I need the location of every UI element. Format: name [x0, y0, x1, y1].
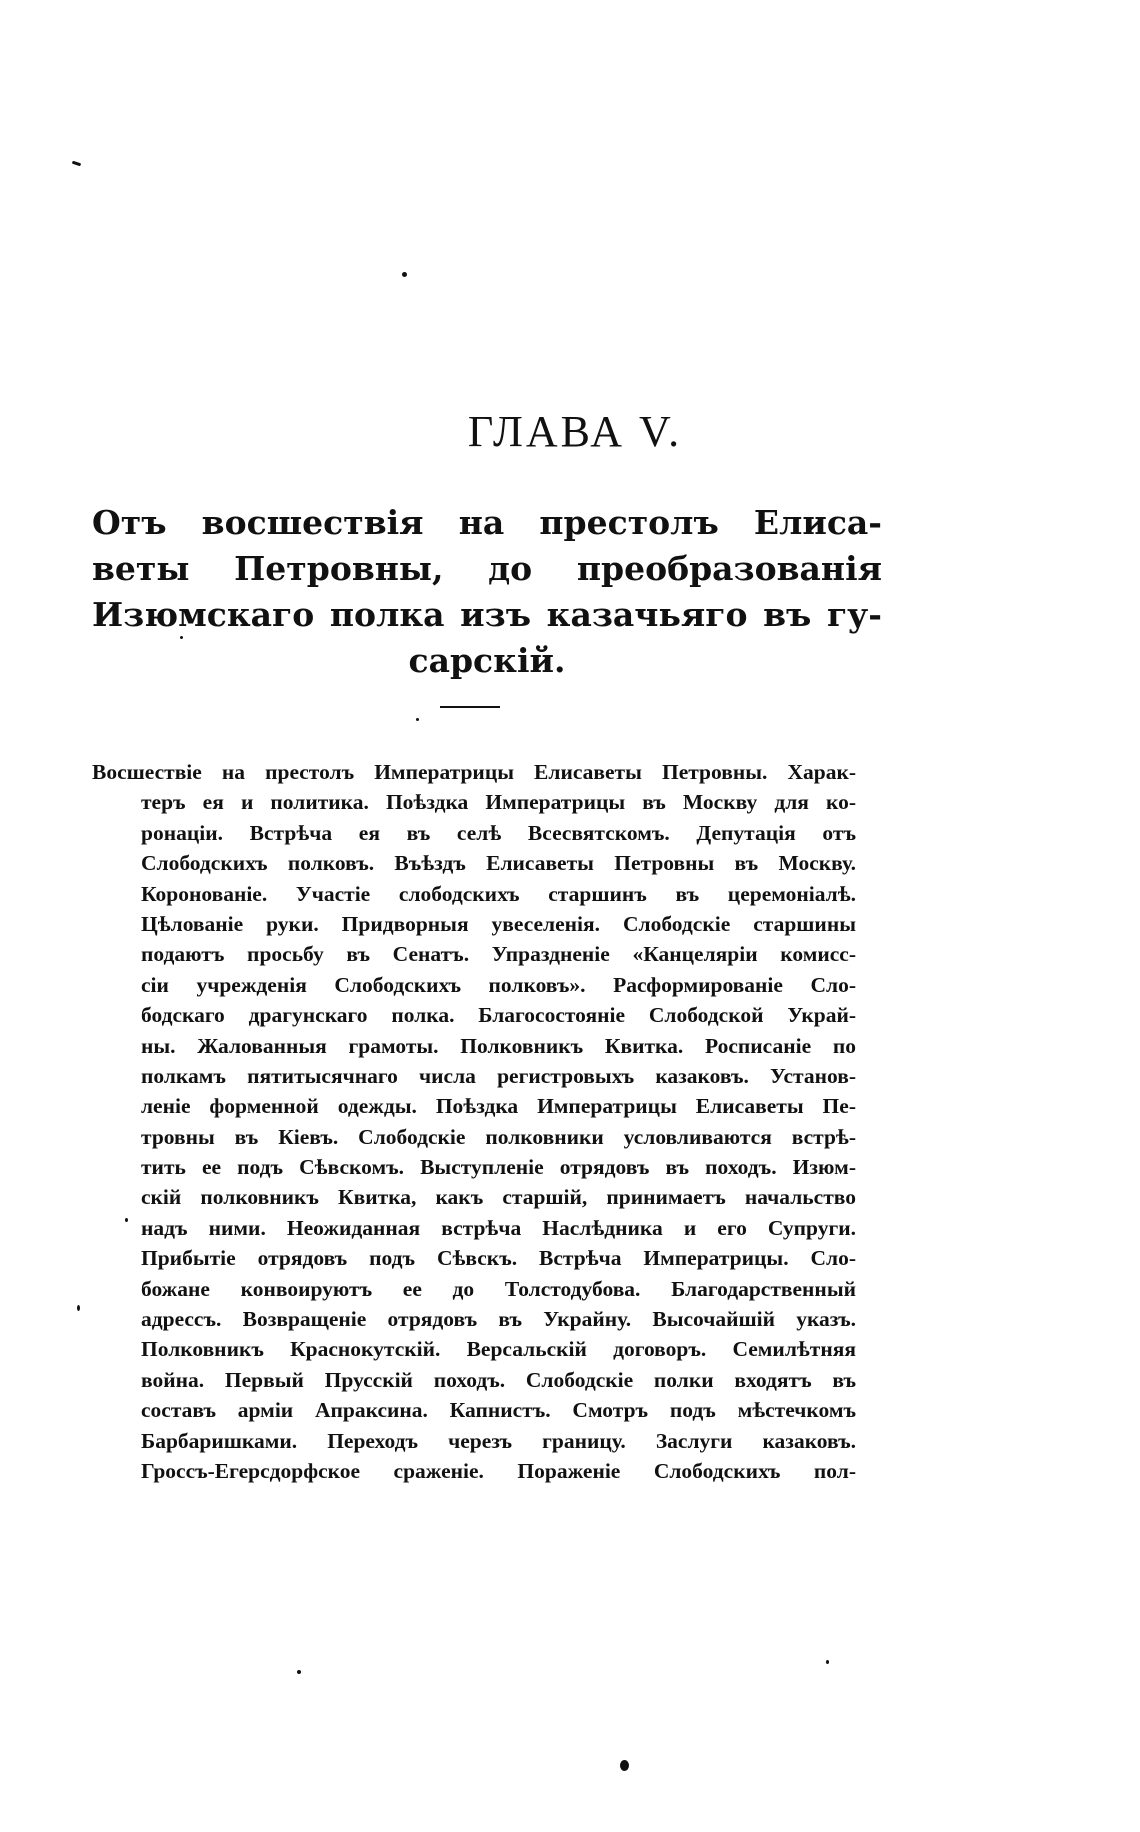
chapter-title-line: сарскій. — [408, 641, 566, 680]
scan-speck — [72, 161, 81, 167]
summary-line: тровны въ Кіевъ. Слободскіе полковники условливаются встрѣ- — [141, 1124, 856, 1149]
chapter-summary — [92, 757, 856, 1486]
summary-line: ронаціи. Встрѣча ея въ селѣ Всесвятскомъ. Депутація отъ — [141, 820, 856, 845]
summary-line: Полковникъ Краснокутскій. Версальскій договоръ. Семилѣтняя — [141, 1337, 856, 1362]
summary-line: адрессъ. Возвращеніе отрядовъ въ Украйну. Высочайшій указъ. — [141, 1307, 856, 1332]
summary-line: бодскаго драгунскаго полка. Благосостояніе Слободской Украй- — [141, 1003, 856, 1028]
scan-speck — [125, 1218, 128, 1222]
summary-line: Слободскихъ полковъ. Въѣздъ Елисаветы Петровны въ Москву. — [141, 851, 856, 876]
scan-speck — [402, 272, 407, 277]
summary-line: составъ арміи Апраксина. Капнистъ. Смотръ подъ мѣстечкомъ — [141, 1398, 856, 1423]
summary-line: ны. Жалованныя грамоты. Полковникъ Квитка. Росписаніе по — [141, 1033, 856, 1058]
summary-line: скій полковникъ Квитка, какъ старшій, принимаетъ начальство — [141, 1185, 856, 1210]
scan-speck — [826, 1660, 829, 1664]
chapter-title — [92, 500, 882, 684]
summary-line: тить ее подъ Сѣвскомъ. Выступленіе отрядовъ въ походъ. Изюм- — [141, 1155, 856, 1180]
summary-line: Барбаришками. Переходъ черезъ границу. Заслуги казаковъ. — [141, 1428, 856, 1453]
summary-line: Прибытіе отрядовъ подъ Сѣвскъ. Встрѣча Императрицы. Сло- — [141, 1246, 856, 1271]
scan-speck — [416, 718, 419, 721]
chapter-title-line: веты Петровны, до преобразованія — [92, 549, 882, 588]
summary-line: подаютъ просьбу въ Сенатъ. Упраздненіе «Канцеляріи комисс- — [141, 942, 856, 967]
summary-line: божане конвоируютъ ее до Толстодубова. Благодарственный — [141, 1276, 856, 1301]
summary-line: теръ ея и политика. Поѣздка Императрицы въ Москву для ко- — [141, 790, 856, 815]
scan-speck — [620, 1760, 629, 1771]
summary-line: Цѣлованіе руки. Придворныя увеселенія. Слободскіе старшины — [141, 911, 856, 936]
scan-speck — [180, 636, 183, 639]
chapter-heading: ГЛАВА V. — [467, 407, 683, 456]
summary-line: Гроссъ-Егерсдорфское сраженіе. Пораженіе Слободскихъ пол- — [141, 1458, 856, 1483]
chapter-title-line: Изюмскаго полка изъ казачьяго въ гу- — [92, 595, 882, 634]
summary-line: сіи учрежденія Слободскихъ полковъ». Расформированіе Сло- — [141, 972, 856, 997]
summary-line: Восшествіе на престолъ Императрицы Елисаветы Петровны. Харак- — [92, 760, 856, 784]
scan-speck — [77, 1305, 80, 1311]
summary-line: война. Первый Прусскій походъ. Слободскіе полки входятъ въ — [141, 1367, 856, 1392]
summary-line: полкамъ пятитысячнаго числа регистровыхъ казаковъ. Установ- — [141, 1063, 856, 1088]
chapter-title-line: Отъ восшествія на престолъ Елиса- — [92, 503, 882, 542]
scan-speck — [297, 1670, 301, 1674]
summary-line: надъ ними. Неожиданная встрѣча Наслѣдника и его Супруги. — [141, 1215, 856, 1240]
section-divider — [440, 706, 500, 708]
summary-line: леніе форменной одежды. Поѣздка Императрицы Елисаветы Пе- — [141, 1094, 856, 1119]
summary-line: Коронованіе. Участіе слободскихъ старшинъ въ церемоніалѣ. — [141, 881, 856, 906]
